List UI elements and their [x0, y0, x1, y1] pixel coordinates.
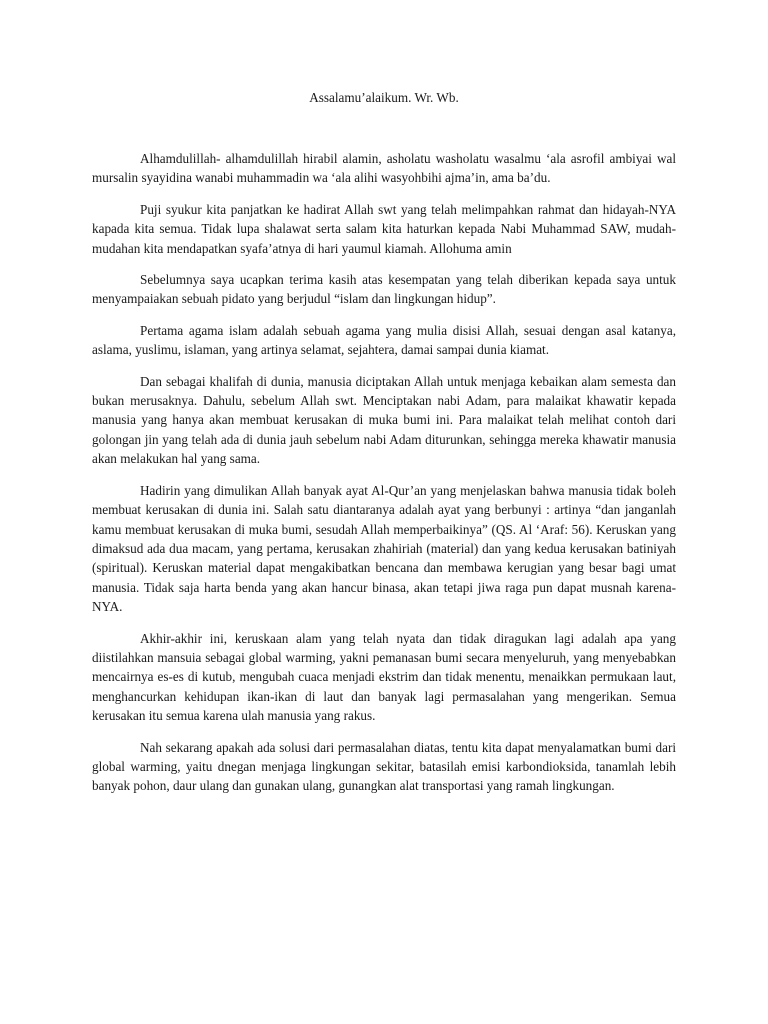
- document-page: [92, 88, 676, 808]
- paragraph-6: Hadirin yang dimulikan Allah banyak ayat Al-Qur’an yang menjelaskan bahwa manusia tidak boleh membuat kerusakan di dunia ini. Salah satu diantaranya adalah ayat yang berbunyi : artinya “dan janganlah kamu membuat kerusakan di muka bumi, sesudah Allah memperbaikinya” (QS. Al ‘Araf: 56). Keruskan yang dimaksud ada dua macam, yang pertama, kerusakan zhahiriah (material) dan yang kedua kerusakan batiniyah (spiritual). Keruskan material dapat mengakibatkan bencana dan membawa kerugian yang besar bagi umat manusia. Tidak saja harta benda yang akan hancur binasa, akan tetapi jiwa raga pun dapat musnah karena-NYA.: [92, 482, 676, 615]
- paragraph-7: Akhir-akhir ini, keruskaan alam yang telah nyata dan tidak diragukan lagi adalah apa yang diistilahkan mansuia sebagai global warming, yakni pemanasan bumi secara menyeluruh, yang menyebabkan mencairnya es-es di kutub, mengubah cuaca menjadi ekstrim dan tidak menentu, menaikkan permukaan laut, menghancurkan kehidupan ikan-ikan di laut dan banyak lagi permasalahan yang mengerikan. Semua kerusakan itu semua karena ulah manusia yang rakus.: [92, 630, 676, 724]
- paragraph-1: Alhamdulillah- alhamdulillah hirabil alamin, asholatu washolatu wasalmu ‘ala asrofil ambiyai wal mursalin syayidina wanabi muhammadin wa ‘ala alihi wasyohbihi ajma’in, ama ba’du.: [92, 151, 676, 186]
- paragraph-3: Sebelumnya saya ucapkan terima kasih atas kesempatan yang telah diberikan kepada saya untuk menyampaiakan sebuah pidato yang berjudul “islam dan lingkungan hidup”.: [92, 272, 676, 307]
- paragraph-5: Dan sebagai khalifah di dunia, manusia diciptakan Allah untuk menjaga kebaikan alam semesta dan bukan merusaknya. Dahulu, sebelum Allah swt. Menciptakan nabi Adam, para malaikat khawatir kepada manusia yang hanya akan membuat kerusakan di muka bumi ini. Para malaikat telah melihat contoh dari golongan jin yang telah ada di dunia jauh sebelum nabi Adam diturunkan, sehingga mereka khawatir manusia akan melakukan hal yang sama.: [92, 373, 676, 467]
- paragraph-4: Pertama agama islam adalah sebuah agama yang mulia disisi Allah, sesuai dengan asal katanya, aslama, yuslimu, islaman, yang artinya selamat, sejahtera, damai sampai dunia kiamat.: [92, 322, 676, 358]
- paragraph-8: Nah sekarang apakah ada solusi dari permasalahan diatas, tentu kita dapat menyalamatkan bumi dari global warming, yaitu dnegan menjaga lingkungan sekitar, batasilah emisi karbondioksida, tanamlah lebih banyak pohon, daur ulang dan gunakan ulang, gunangkan alat transportasi yang ramah lingkungan.: [92, 739, 676, 794]
- greeting-line: Assalamu’alaikum. Wr. Wb.: [309, 90, 459, 105]
- paragraph-2: Puji syukur kita panjatkan ke hadirat Allah swt yang telah melimpahkan rahmat dan hidayah-NYA kapada kita semua. Tidak lupa shalawat serta salam kita haturkan kepada Nabi Muhammad SAW, mudah-mudahan kita mendapatkan syafa’atnya di hari yaumul kiamah. Allohuma amin: [92, 201, 676, 256]
